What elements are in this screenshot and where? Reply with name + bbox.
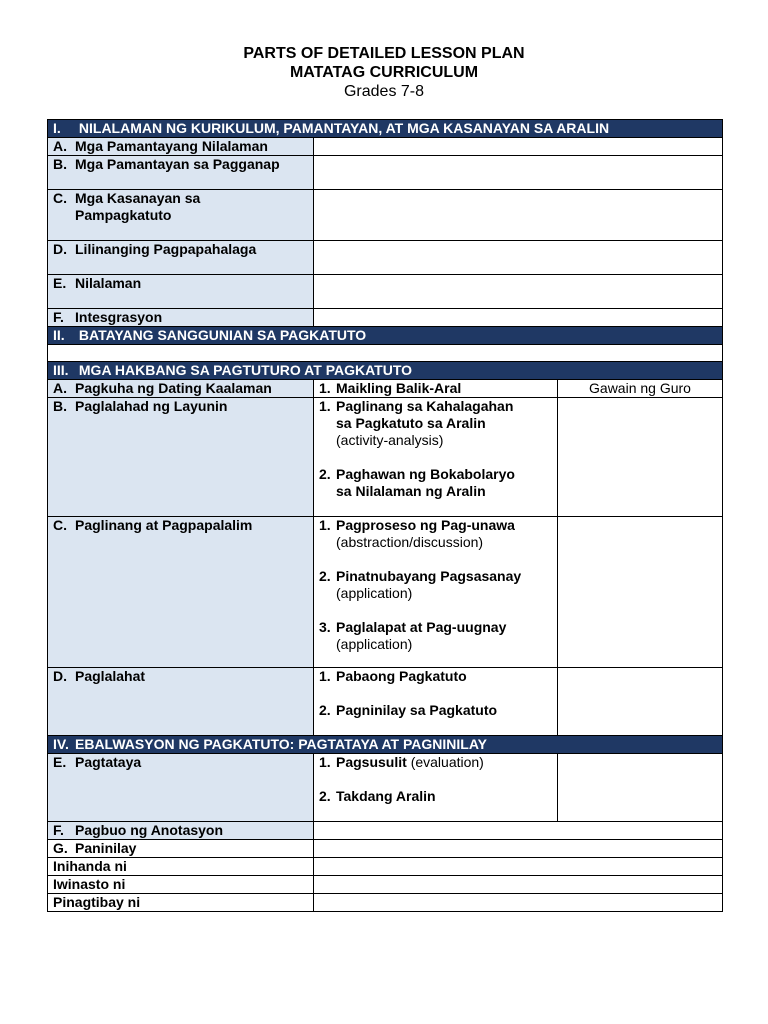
values-row (48, 241, 723, 275)
section-1-header (48, 120, 723, 138)
row-label: Mga Kasanayan sa (75, 190, 201, 206)
section-4-header (48, 736, 723, 754)
step-number: 2. (319, 788, 331, 804)
row-letter: D. (53, 241, 67, 257)
row-letter: E. (53, 275, 67, 291)
step-item (319, 517, 552, 534)
prepared-by-label: Inihanda ni (48, 858, 314, 876)
values-label (48, 241, 314, 275)
assessment-label (48, 754, 314, 822)
row-letter: F. (53, 822, 64, 838)
step-item (319, 788, 552, 805)
learning-competencies-row (48, 190, 723, 241)
development-teacher-field[interactable] (558, 517, 723, 668)
checked-by-field[interactable] (314, 876, 723, 894)
prior-knowledge-label (48, 380, 314, 398)
step-text: Pabaong Pagkatuto (336, 668, 467, 684)
development-label (48, 517, 314, 668)
generalization-row (48, 668, 723, 736)
content-standard-row (48, 138, 723, 156)
section-4-title: EBALWASYON NG PAGKATUTO: PAGTATAYA AT PAGNINILAY (75, 736, 487, 752)
row-label: Paglinang at Pagpapalalim (75, 517, 253, 533)
section-2-roman: II. (53, 327, 65, 343)
row-label: Nilalaman (75, 275, 142, 291)
row-letter: C. (53, 190, 67, 206)
development-row (48, 517, 723, 668)
assessment-teacher-field[interactable] (558, 754, 723, 822)
performance-standard-row (48, 156, 723, 190)
row-label-line2: Pampagkatuto (75, 207, 172, 223)
step-item (319, 398, 552, 415)
row-letter: A. (53, 380, 67, 396)
objectives-label (48, 398, 314, 517)
prior-knowledge-steps (314, 380, 558, 398)
content-standard-label (48, 138, 314, 156)
step-text: Takdang Aralin (336, 788, 436, 804)
section-1-roman: I. (53, 120, 61, 136)
content-label (48, 275, 314, 309)
learning-competencies-label (48, 190, 314, 241)
row-label: Pagtataya (75, 754, 142, 770)
integration-row (48, 309, 723, 327)
step-item (319, 466, 552, 483)
prior-knowledge-row (48, 380, 723, 398)
section-1-header-row (48, 120, 723, 138)
section-3-roman: III. (53, 362, 69, 378)
lesson-plan-table (47, 119, 723, 912)
row-label: Paglalahat (75, 668, 146, 684)
annotation-label (48, 822, 314, 840)
approved-by-field[interactable] (314, 894, 723, 912)
step-text: Maikling Balik-Aral (336, 380, 462, 396)
step-text: Pagninilay sa Pagkatuto (336, 702, 498, 718)
teacher-activity-header: Gawain ng Guro (558, 380, 723, 398)
performance-standard-field[interactable] (314, 156, 723, 190)
reflection-row (48, 840, 723, 858)
performance-standard-label (48, 156, 314, 190)
section-3-title: MGA HAKBANG SA PAGTUTURO AT PAGKATUTO (78, 362, 413, 378)
document-header (0, 44, 768, 101)
step-number: 2. (319, 702, 331, 718)
integration-label (48, 309, 314, 327)
row-label: Intesgrasyon (75, 309, 163, 325)
integration-field[interactable] (314, 309, 723, 327)
row-letter: D. (53, 668, 67, 684)
section-3-header-row (48, 362, 723, 380)
approved-by-row (48, 894, 723, 912)
row-letter: E. (53, 754, 67, 770)
step-item (319, 754, 552, 771)
row-letter: G. (53, 840, 68, 856)
reflection-field[interactable] (314, 840, 723, 858)
section-4-roman: IV. (53, 736, 69, 752)
step-item (319, 619, 552, 636)
step-note: (abstraction/discussion) (336, 534, 484, 550)
assessment-steps (314, 754, 558, 822)
step-text-line2: sa Nilalaman ng Aralin (336, 483, 486, 499)
row-letter: B. (53, 398, 67, 414)
row-letter: A. (53, 138, 67, 154)
generalization-label (48, 668, 314, 736)
prepared-by-field[interactable] (314, 858, 723, 876)
annotation-row (48, 822, 723, 840)
section-2-header-row (48, 327, 723, 345)
step-text: Pinatnubayang Pagsasanay (336, 568, 522, 584)
grades-label: Grades 7-8 (343, 83, 425, 100)
prepared-by-row (48, 858, 723, 876)
row-label: Paglalahad ng Layunin (75, 398, 228, 414)
step-number: 2. (319, 466, 331, 482)
row-letter: C. (53, 517, 67, 533)
objectives-row (48, 398, 723, 517)
section-2-title: BATAYANG SANGGUNIAN SA PAGKATUTO (78, 327, 367, 343)
section-3-header (48, 362, 723, 380)
row-label: Pagbuo ng Anotasyon (75, 822, 224, 838)
references-row (48, 345, 723, 362)
reflection-label (48, 840, 314, 858)
row-label: Lilinanging Pagpapahalaga (75, 241, 257, 257)
step-number: 1. (319, 754, 331, 770)
objectives-teacher-field[interactable] (558, 398, 723, 517)
generalization-steps (314, 668, 558, 736)
content-row (48, 275, 723, 309)
row-label: Mga Pamantayang Nilalaman (75, 138, 268, 154)
step-text: Pagsusulit (336, 754, 407, 770)
section-2-header (48, 327, 723, 345)
approved-by-label: Pinagtibay ni (48, 894, 314, 912)
step-text: Paghawan ng Bokabolaryo (336, 466, 515, 482)
development-steps (314, 517, 558, 668)
step-note: (activity-analysis) (336, 432, 444, 448)
row-label: Paninilay (75, 840, 137, 856)
step-text-line2: sa Pagkatuto sa Aralin (336, 415, 486, 431)
references-field[interactable] (48, 345, 723, 362)
section-1-title: NILALAMAN NG KURIKULUM, PAMANTAYAN, AT MGA KASANAYAN SA ARALIN (78, 120, 610, 136)
step-note: (application) (336, 636, 413, 652)
annotation-field[interactable] (314, 822, 723, 840)
row-letter: B. (53, 156, 67, 172)
assessment-row (48, 754, 723, 822)
step-number: 1. (319, 380, 331, 396)
step-text: Pagproseso ng Pag-unawa (336, 517, 515, 533)
step-number: 3. (319, 619, 331, 635)
step-item (319, 702, 552, 719)
step-number: 1. (319, 668, 331, 684)
step-number: 1. (319, 517, 331, 533)
step-item (319, 668, 552, 685)
step-text: Paglalapat at Pag-uugnay (336, 619, 507, 635)
content-standard-field[interactable] (314, 138, 723, 156)
row-letter: F. (53, 309, 64, 325)
step-number: 1. (319, 398, 331, 414)
content-field[interactable] (314, 275, 723, 309)
curriculum-title: MATATAG CURRICULUM (289, 64, 479, 81)
checked-by-label: Iwinasto ni (48, 876, 314, 894)
step-note: (evaluation) (410, 754, 484, 770)
generalization-teacher-field[interactable] (558, 668, 723, 736)
row-label: Mga Pamantayan sa Pagganap (75, 156, 280, 172)
checked-by-row (48, 876, 723, 894)
step-item (319, 568, 552, 585)
document-title: PARTS OF DETAILED LESSON PLAN (243, 45, 525, 62)
row-label: Pagkuha ng Dating Kaalaman (75, 380, 272, 396)
section-4-header-row (48, 736, 723, 754)
step-note: (application) (336, 585, 413, 601)
values-field[interactable] (314, 241, 723, 275)
step-number: 2. (319, 568, 331, 584)
step-text: Paglinang sa Kahalagahan (336, 398, 514, 414)
objectives-steps (314, 398, 558, 517)
learning-competencies-field[interactable] (314, 190, 723, 241)
